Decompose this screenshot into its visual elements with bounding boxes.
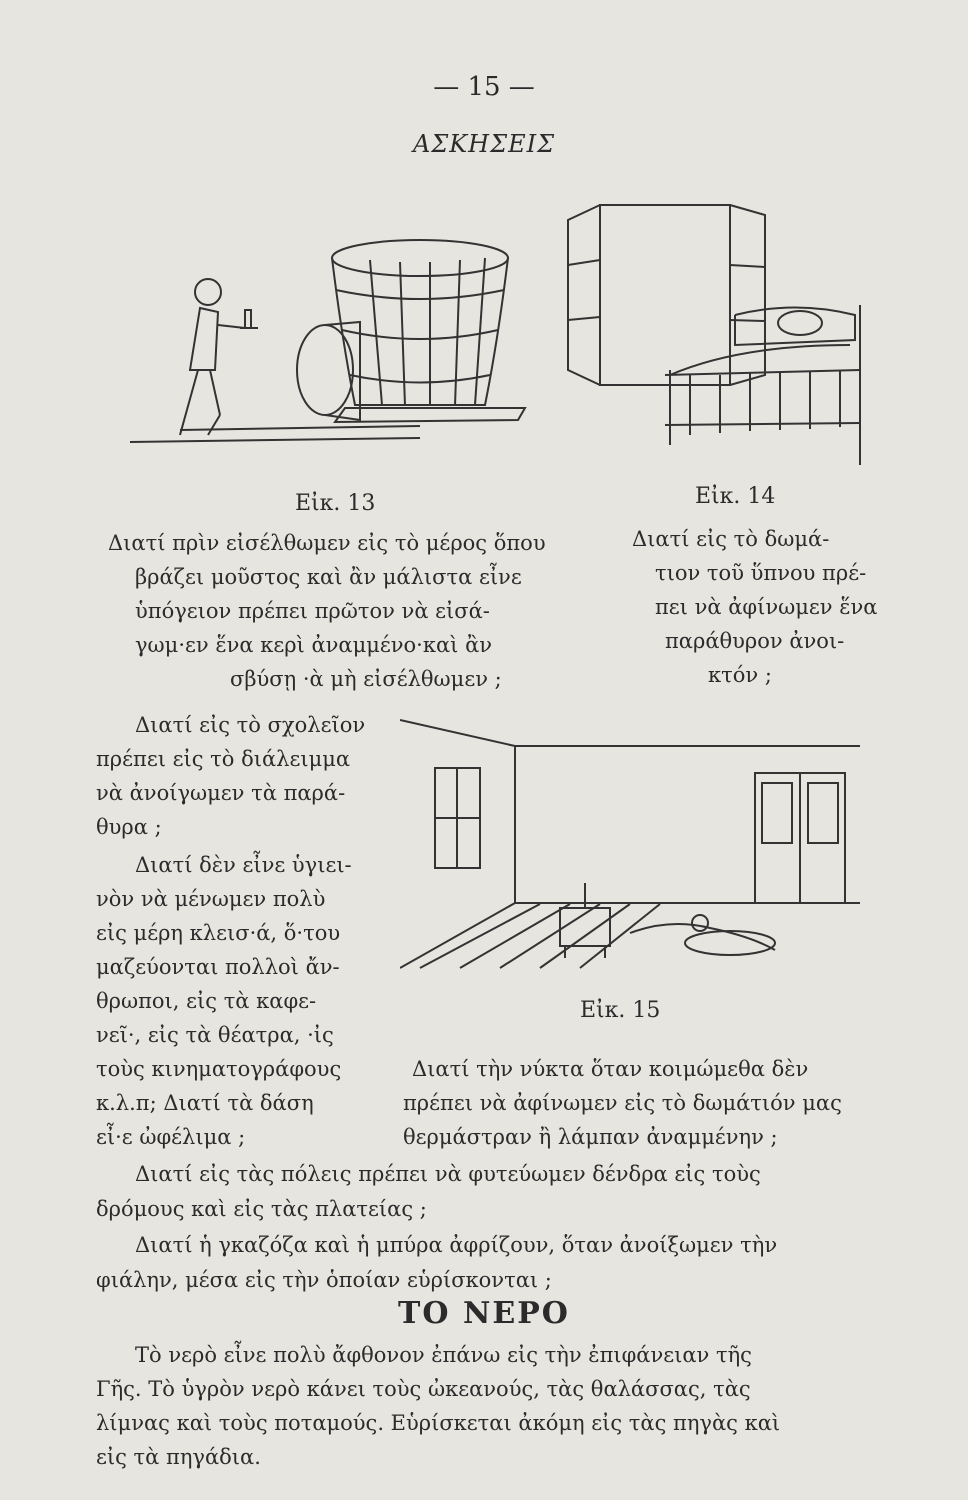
q-left-line-8: μαζεύονται πολλοὶ ἄν- bbox=[96, 955, 340, 979]
q-left-line-4: θυρα ; bbox=[96, 815, 162, 839]
q13-line-4: γωμ·εν ἕνα κερὶ ἀναμμένο·καὶ ἂν bbox=[135, 633, 493, 657]
q-left-line-7: εἰς μέρη κλεισ·ά, ὅ·του bbox=[96, 921, 341, 945]
q-left-line-11: τοὺς κινηματογράφους bbox=[96, 1057, 342, 1081]
q-left-line-9: θρωποι, εἰς τὰ καφε- bbox=[96, 989, 317, 1013]
q-bottom-line-4: φιάλην, μέσα εἰς τὴν ὁποίαν εὑρίσκονται ; bbox=[96, 1268, 552, 1292]
q-left-line-10: νεῖ·, εἰς τὰ θέατρα, ·ἰς bbox=[96, 1023, 334, 1047]
q14-line-1: Διατί εἰς τὸ δωμά- bbox=[632, 527, 830, 551]
room-stove-drawing bbox=[400, 718, 860, 978]
page-number: — 15 — bbox=[433, 72, 535, 102]
water-line-2: Γῆς. Τὸ ὑγρὸν νερὸ κάνει τοὺς ὠκεανούς, τὰς θαλάσσας, τὰς bbox=[96, 1377, 751, 1401]
figure-14-caption: Εἰκ. 14 bbox=[695, 484, 776, 509]
q13-line-2: βράζει μοῦστος καὶ ἂν μάλιστα εἶνε bbox=[135, 565, 522, 589]
q13-line-3: ὑπόγειον πρέπει πρῶτον νὰ εἰσά- bbox=[135, 599, 490, 623]
water-line-1: Τὸ νερὸ εἶνε πολὺ ἄφθονον ἐπάνω εἰς τὴν ἐπιφάνειαν τῆς bbox=[135, 1343, 752, 1367]
figure-14-illustration bbox=[560, 195, 870, 470]
figure-13-caption: Εἰκ. 13 bbox=[295, 491, 376, 516]
figure-15-illustration bbox=[400, 718, 860, 978]
q-left-line-3: νὰ ἀνοίγωμεν τὰ παρά- bbox=[96, 781, 346, 805]
q13-line-5: σβύσῃ ·ὰ μὴ εἰσέλθωμεν ; bbox=[230, 667, 502, 691]
q-left-line-13: εἶ·ε ὠφέλιμα ; bbox=[96, 1125, 246, 1149]
barrel-cellar-drawing bbox=[120, 230, 540, 470]
q-left-line-1: Διατί εἰς τὸ σχολεῖον bbox=[135, 713, 366, 737]
q-bottom-line-2: δρόμους καὶ εἰς τὰς πλατείας ; bbox=[96, 1197, 427, 1221]
q-left-line-6: νὸν νὰ μένωμεν πολὺ bbox=[96, 887, 326, 911]
section-title: ΤΟ ΝΕΡΟ bbox=[398, 1296, 570, 1331]
q15-line-3: θερμάστραν ἢ λάμπαν ἀναμμένην ; bbox=[403, 1125, 778, 1149]
q14-line-5: κτόν ; bbox=[708, 663, 772, 687]
water-line-4: εἰς τὰ πηγάδια. bbox=[96, 1445, 261, 1469]
q-left-line-5: Διατί δὲν εἶνε ὑγιει- bbox=[135, 853, 352, 877]
q14-line-3: πει νὰ ἀφίνωμεν ἕνα bbox=[655, 595, 878, 619]
water-line-3: λίμνας καὶ τοὺς ποταμούς. Εὑρίσκεται ἀκόμη εἰς τὰς πηγὰς καὶ bbox=[96, 1411, 781, 1435]
q15-line-2: πρέπει νὰ ἀφίνωμεν εἰς τὸ δωμάτιόν μας bbox=[403, 1091, 842, 1115]
q-bottom-line-1: Διατί εἰς τὰς πόλεις πρέπει νὰ φυτεύωμεν δένδρα εἰς τοὺς bbox=[135, 1162, 761, 1186]
figure-13-illustration bbox=[120, 230, 540, 470]
q15-line-1: Διατί τὴν νύκτα ὅταν κοιμώμεθα δὲν bbox=[412, 1057, 809, 1081]
q-left-line-12: κ.λ.π; Διατί τὰ δάση bbox=[96, 1091, 314, 1115]
page-heading: ΑΣΚΗΣΕΙΣ bbox=[412, 130, 556, 158]
bedroom-window-drawing bbox=[560, 195, 870, 470]
q-bottom-line-3: Διατί ἡ γκαζόζα καὶ ἡ μπύρα ἀφρίζουν, ὅταν ἀνοίξωμεν τὴν bbox=[135, 1233, 778, 1257]
q14-line-4: παράθυρον ἀνοι- bbox=[665, 629, 845, 653]
q14-line-2: τιον τοῦ ὕπνου πρέ- bbox=[655, 561, 867, 585]
q-left-line-2: πρέπει εἰς τὸ διάλειμμα bbox=[96, 747, 351, 771]
q13-line-1: Διατί πρὶν εἰσέλθωμεν εἰς τὸ μέρος ὅπου bbox=[108, 531, 546, 555]
figure-15-caption: Εἰκ. 15 bbox=[580, 998, 661, 1023]
